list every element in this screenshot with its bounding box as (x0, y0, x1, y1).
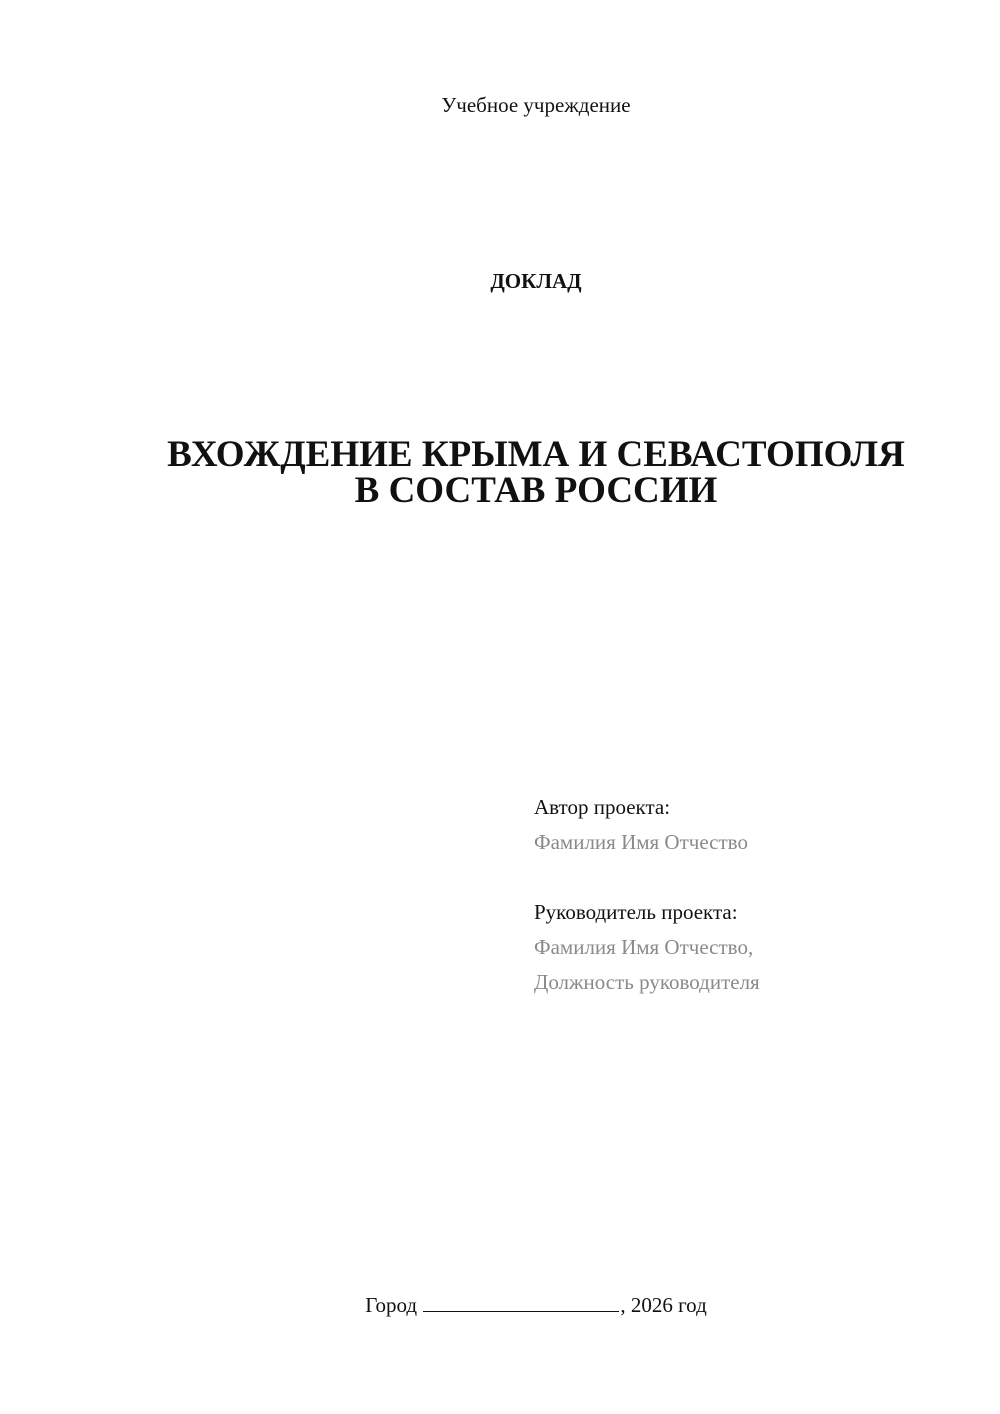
institution-name: Учебное учреждение (441, 93, 631, 117)
supervisor-label: Руководитель проекта: (534, 900, 738, 924)
city-year-line (0, 1292, 1000, 1318)
title-line-1: ВХОЖДЕНИЕ КРЫМА И СЕВАСТОПОЛЯ (167, 434, 905, 475)
document-type: ДОКЛАД (490, 269, 582, 293)
year-text: , 2026 год (620, 1293, 707, 1317)
project-info (534, 790, 954, 1000)
author-label: Автор проекта: (534, 795, 671, 819)
city-blank-field (423, 1293, 619, 1312)
title-line-2: В СОСТАВ РОССИИ (354, 470, 718, 511)
supervisor-position: Должность руководителя (534, 970, 760, 994)
document-title (0, 434, 1000, 511)
city-label: Город (365, 1293, 418, 1317)
author-name: Фамилия Имя Отчество (534, 830, 748, 854)
supervisor-name: Фамилия Имя Отчество, (534, 935, 754, 959)
